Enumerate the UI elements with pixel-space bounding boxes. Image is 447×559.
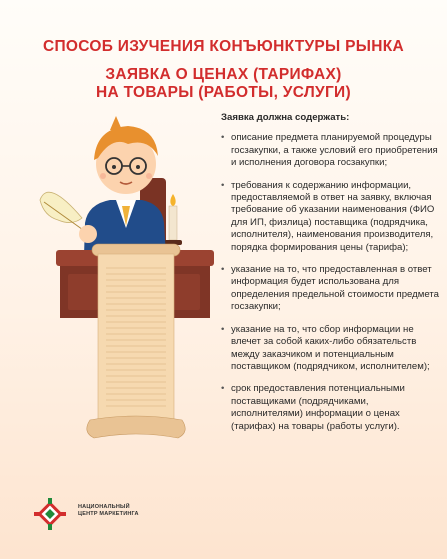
page-title-line-1: ЗАЯВКА О ЦЕНАХ (ТАРИФАХ): [105, 66, 342, 83]
logo-line-2: ЦЕНТР МАРКЕТИНГА: [78, 511, 139, 517]
page-title: [0, 66, 447, 102]
page-title-line-2: НА ТОВАРЫ (РАБОТЫ, УСЛУГИ): [96, 84, 351, 101]
boy-writing-illustration: [30, 108, 220, 448]
logo-line-1: НАЦИОНАЛЬНЫЙ: [78, 504, 130, 510]
page-header: [0, 38, 447, 102]
logo-emblem-icon: [30, 494, 70, 534]
logo-text: [78, 504, 139, 518]
list-item: • указание на то, что предоставленная в ответ информация будет использована для определения предельной стоимости предмета госзакупки;: [221, 264, 443, 314]
requirements-list: [221, 132, 443, 433]
list-item: • указание на то, что сбор информации не влечет за собой каких-либо обязательств между заказчиком и потенциальным поставщиком (подрядчиком, исполнителем);: [221, 324, 443, 374]
page-subtitle: СПОСОБ ИЗУЧЕНИЯ КОНЪЮНКТУРЫ РЫНКА: [42, 38, 405, 55]
list-item: • требования к содержанию информации, предоставляемой в ответ на заявку, включая требование об указании наименования (ФИО для ИП, физлица) поставщика (подрядчика, исполнителя), наименования производителя, порядка формирования цены (тарифа);: [221, 180, 443, 254]
list-item: • срок предоставления потенциальными поставщиками (подрядчиками, исполнителями) информации о ценах (тарифах) на товары (работы услуги).: [221, 383, 443, 433]
national-marketing-center-logo: [30, 494, 230, 534]
requirements-panel: [221, 112, 443, 443]
list-item: • описание предмета планируемой процедуры госзакупки, а также условий его приобретения и исполнения договора госзакупки;: [221, 132, 443, 169]
requirements-lead: Заявка должна содержать:: [221, 112, 350, 123]
